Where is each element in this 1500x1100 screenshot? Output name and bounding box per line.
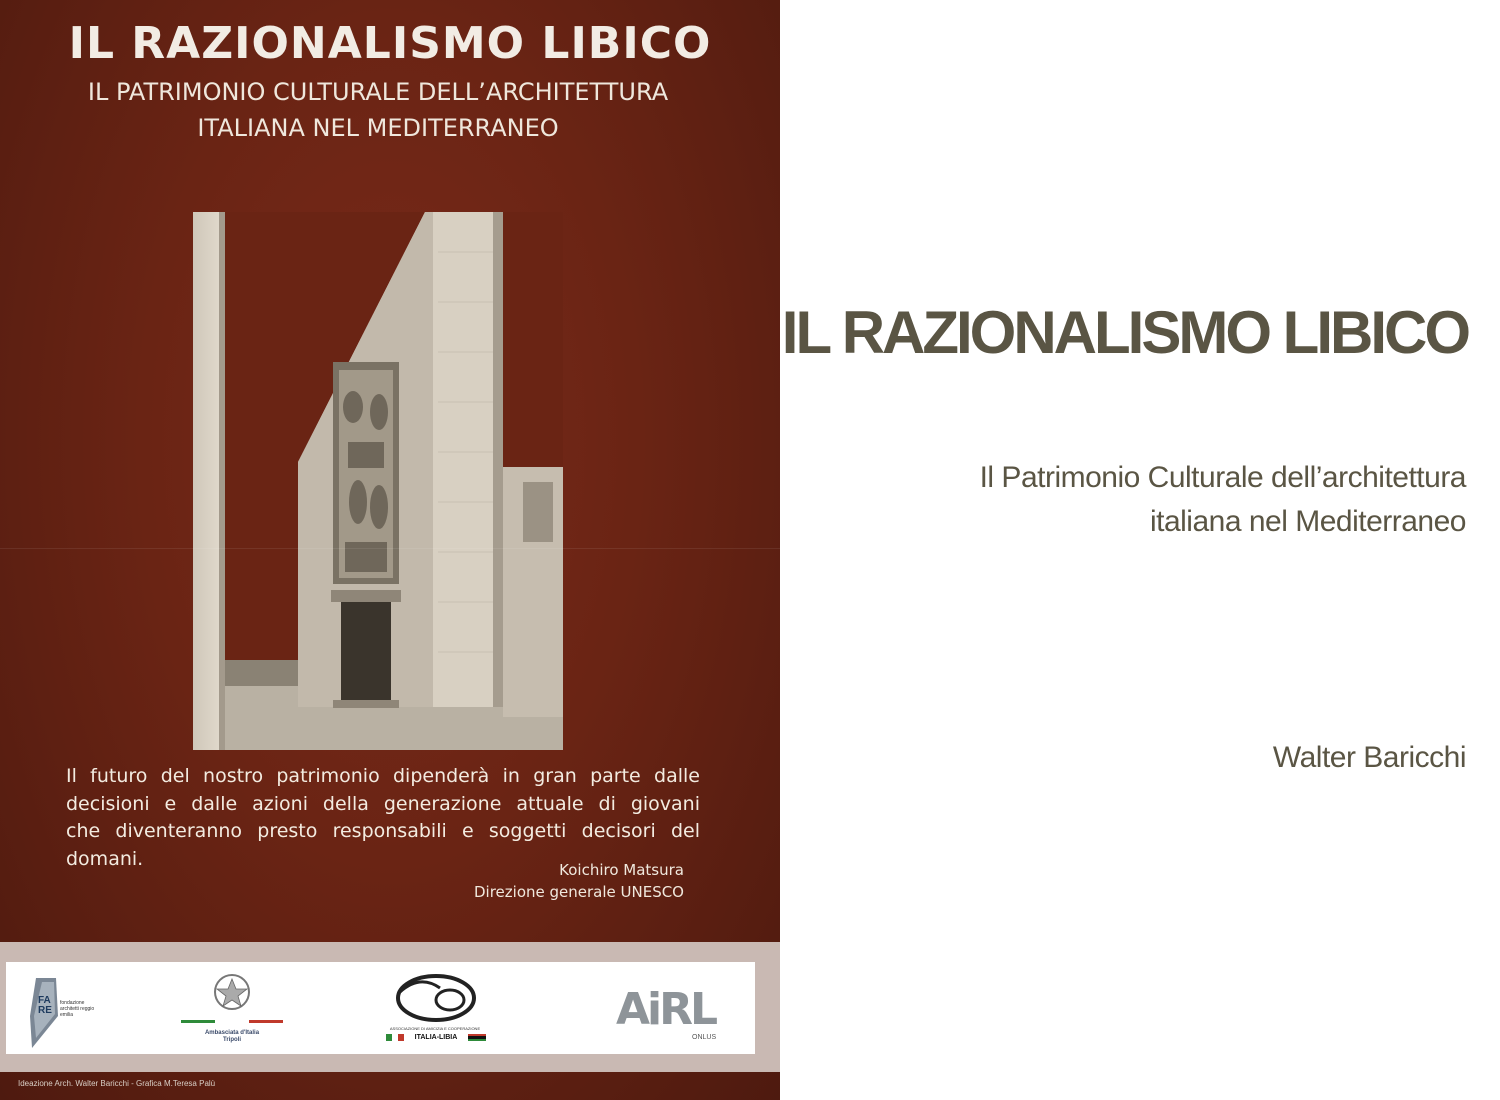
poster-credit: Ideazione Arch. Walter Baricchi - Grafica M.Teresa Palù [18, 1079, 216, 1088]
quote-line-3: che diventeranno presto responsabili e soggetti decisori del domani. [66, 820, 700, 870]
embassy-line2: Tripoli [223, 1037, 241, 1043]
association-line1: ASSOCIAZIONE DI AMICIZIA E COOPERAZIONE [389, 1026, 481, 1031]
embassy-logo [180, 970, 290, 1050]
monument-photo [193, 212, 563, 750]
association-line2: ITALIA-LIBIA [414, 1034, 458, 1041]
fare-text: fondazione architetti reggio emilia [60, 1000, 95, 1018]
quote-attribution [474, 859, 684, 903]
embassy-line1: Ambasciata d'Italia [204, 1030, 260, 1036]
quote-line-2: decisioni e dalle azioni della generazione attuale di giovani [66, 793, 700, 815]
quote-author-role: Direzione generale UNESCO [474, 883, 684, 901]
airl-mark: AiRL [616, 984, 716, 1035]
fare-logo [28, 976, 118, 1050]
association-emblem-icon [380, 972, 490, 1024]
association-logo [380, 972, 490, 1052]
slide-subtitle-line2: italiana nel Mediterraneo [1149, 505, 1466, 538]
italian-emblem-icon [180, 970, 290, 1026]
fare-mark: FA RE [38, 995, 52, 1016]
quote-line-1: Il futuro del nostro patrimonio dipenderà in gran parte dalle [66, 765, 700, 787]
poster-subtitle-line2: ITALIANA NEL MEDITERRANEO [197, 114, 559, 142]
sponsor-logos [6, 962, 755, 1054]
slide-author: Walter Baricchi [1272, 741, 1466, 774]
airl-logo [616, 984, 726, 1048]
libya-flag-icon [468, 1034, 486, 1041]
poster-title: IL RAZIONALISMO LIBICO [68, 18, 712, 69]
airl-sub: ONLUS [692, 1034, 717, 1041]
poster-subtitle-line1: IL PATRIMONIO CULTURALE DELL’ARCHITETTURA [87, 78, 669, 106]
quote-author: Koichiro Matsura [559, 861, 684, 879]
slide-subtitle-line1: Il Patrimonio Culturale dell’architettura [979, 461, 1466, 494]
slide-title: IL RAZIONALISMO LIBICO [781, 299, 1468, 366]
italy-flag-icon [386, 1034, 404, 1041]
